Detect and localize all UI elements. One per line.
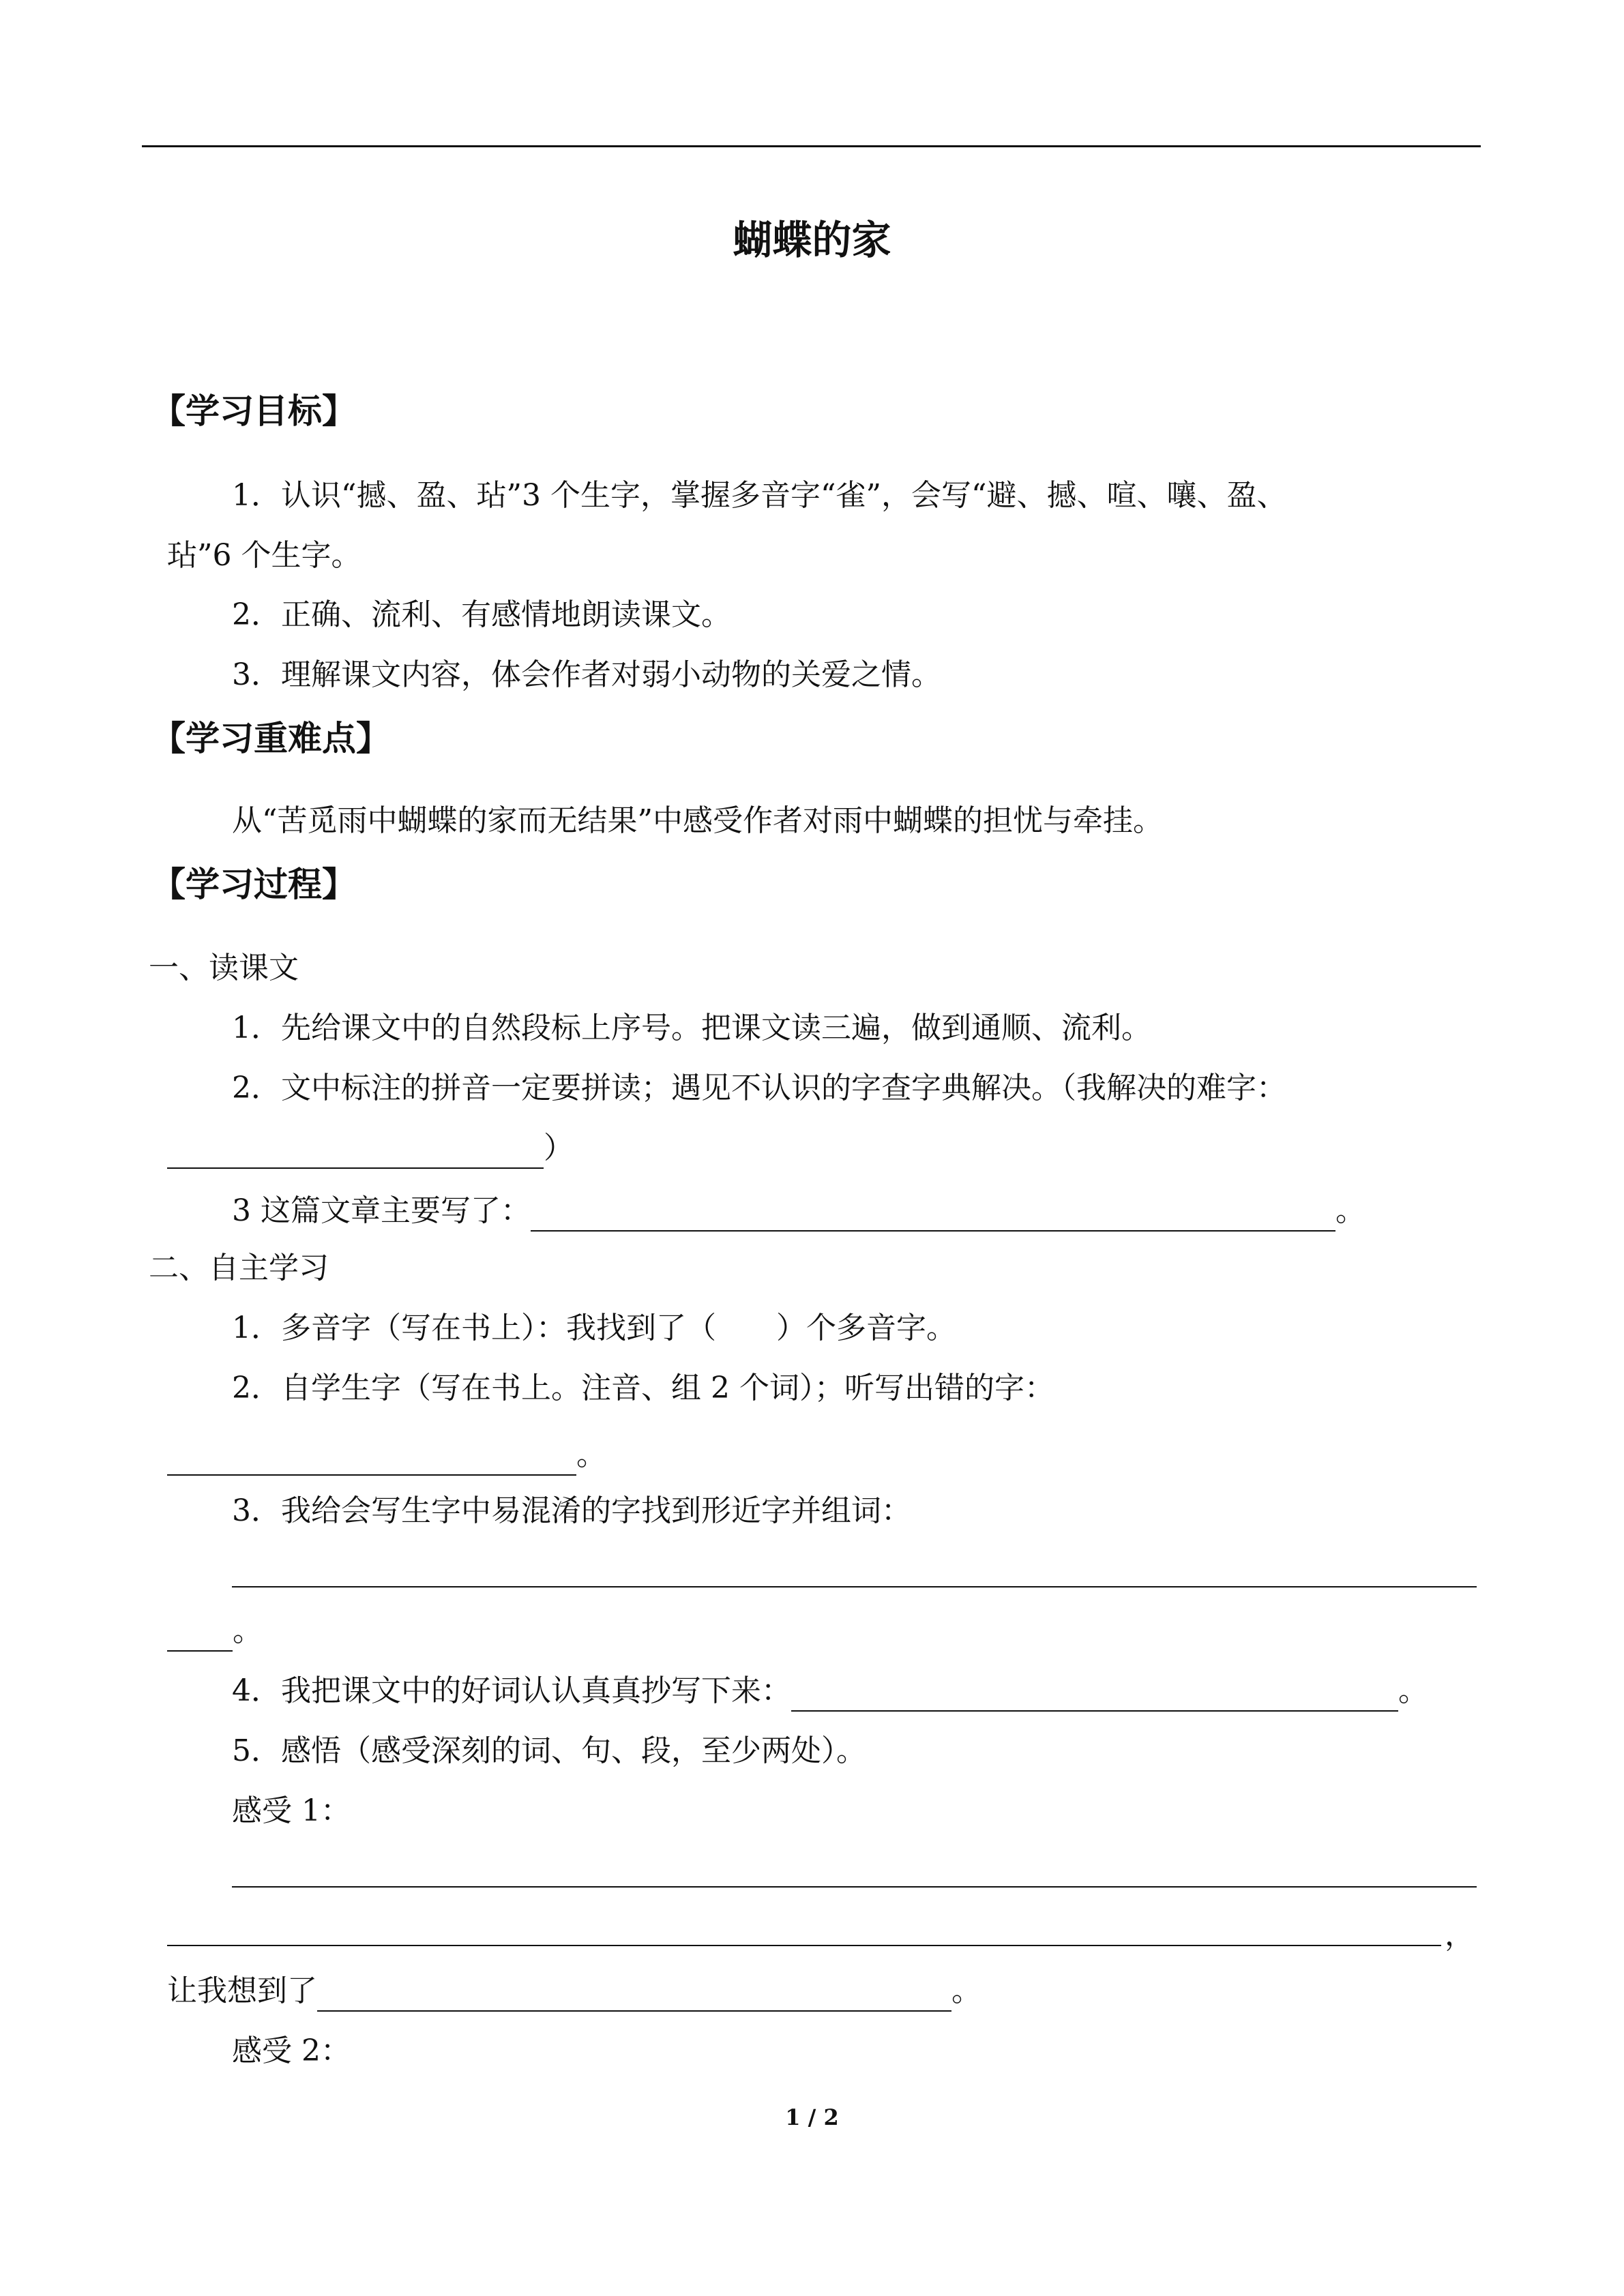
section-2-item-4-end: 。 [1398, 1673, 1428, 1708]
similar-characters-blank-tail[interactable] [167, 1619, 233, 1652]
section-2-item-1: 1．多音字（写在书上）：我找到了（ ）个多音字。 [232, 1311, 956, 1345]
key-points-text: 从“苦觅雨中蝴蝶的家而无结果”中感受作者对雨中蝴蝶的担忧与牵挂。 [232, 803, 1163, 838]
section-2-item-3-end: 。 [233, 1613, 263, 1648]
feeling-2-label: 感受 2： [232, 2033, 351, 2068]
hard-characters-blank[interactable] [167, 1136, 544, 1169]
feeling-1-reflection-blank[interactable] [317, 1979, 951, 2012]
feeling-1-blank-line-2[interactable] [167, 1945, 1441, 1946]
section-2-item-3-answer [167, 1611, 263, 1652]
feeling-1-comma: ， [1445, 1918, 1475, 1952]
key-points-heading: 【学习重难点】 [151, 719, 390, 758]
good-words-blank[interactable] [791, 1679, 1398, 1712]
objective-2: 2．正确、流利、有感情地朗读课文。 [232, 597, 731, 632]
feeling-1-reflection-end: 。 [951, 1973, 981, 2008]
section-1-item-2-close: ） [544, 1131, 574, 1165]
section-2-item-3: 3．我给会写生字中易混淆的字找到形近字并组词： [232, 1493, 911, 1528]
header-rule [142, 145, 1481, 147]
section-2-title: 二、自主学习 [149, 1251, 329, 1285]
section-1-item-3-label: 3 这篇文章主要写了： [232, 1193, 531, 1228]
section-2-item-2-end: 。 [576, 1437, 606, 1472]
section-1-item-3 [232, 1191, 1365, 1232]
section-1-item-2-answer [167, 1128, 574, 1169]
objective-3: 3．理解课文内容，体会作者对弱小动物的关爱之情。 [232, 657, 941, 692]
objective-1-line-1: 1．认识“撼、盈、玷”3 个生字，掌握多音字“雀”，会写“避、撼、喧、嚷、盈、 [232, 478, 1287, 513]
similar-characters-blank-line[interactable] [232, 1586, 1477, 1587]
page-title: 蝴蝶的家 [733, 217, 891, 263]
section-1-item-2: 2．文中标注的拼音一定要拼读；遇见不认识的字查字典解决。（我解决的难字： [232, 1071, 1286, 1105]
page-number: 1 / 2 [785, 2104, 839, 2130]
feeling-1-blank-line-1[interactable] [232, 1886, 1477, 1888]
section-1-item-1: 1．先给课文中的自然段标上序号。把课文读三遍，做到通顺、流利。 [232, 1011, 1151, 1045]
objectives-heading: 【学习目标】 [151, 391, 356, 431]
objective-1-line-2: 玷”6 个生字。 [167, 538, 361, 573]
section-2-item-2: 2．自学生字（写在书上。注音、组 2 个词）；听写出错的字： [232, 1371, 1054, 1405]
main-idea-blank[interactable] [531, 1199, 1335, 1232]
section-2-item-5: 5．感悟（感受深刻的词、句、段，至少两处）。 [232, 1733, 866, 1768]
section-1-item-3-end: 。 [1335, 1193, 1365, 1228]
section-2-item-4-label: 4．我把课文中的好词认认真真抄写下来： [232, 1673, 791, 1708]
section-1-title: 一、读课文 [149, 951, 299, 985]
section-2-item-4 [232, 1671, 1428, 1712]
section-2-item-2-answer [167, 1435, 606, 1476]
dictation-errors-blank[interactable] [167, 1443, 576, 1476]
feeling-1-label: 感受 1： [232, 1793, 351, 1828]
process-heading: 【学习过程】 [151, 865, 356, 904]
feeling-1-reflection-label: 让我想到了 [167, 1973, 317, 2008]
feeling-1-reflection [167, 1971, 981, 2012]
